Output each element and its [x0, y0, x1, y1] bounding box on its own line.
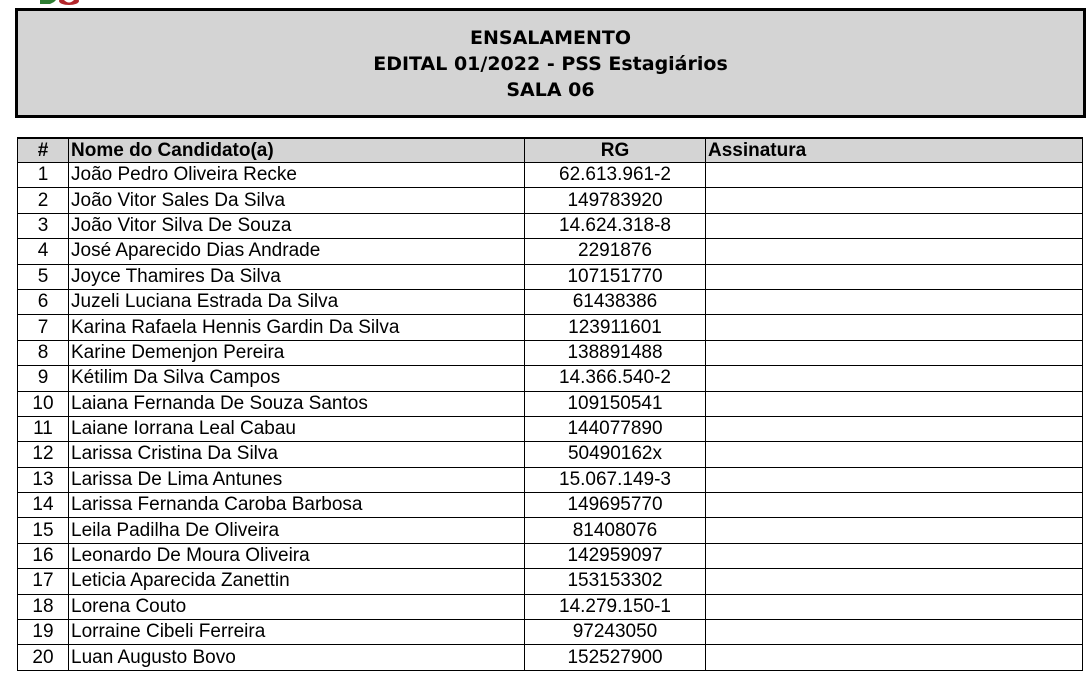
candidate-name: João Pedro Oliveira Recke: [69, 163, 525, 188]
signature-field[interactable]: [706, 264, 1083, 289]
candidate-rg: 153153302: [525, 569, 706, 594]
row-number: 5: [18, 264, 69, 289]
candidate-rg: 107151770: [525, 264, 706, 289]
table-row: [18, 518, 1083, 543]
table-header-row: [18, 138, 1083, 163]
candidate-name: Leonardo De Moura Oliveira: [69, 543, 525, 568]
table-row: [18, 594, 1083, 619]
candidate-rg: 149783920: [525, 188, 706, 213]
table-row: [18, 163, 1083, 188]
candidate-name: Larissa Cristina Da Silva: [69, 442, 525, 467]
row-number: 10: [18, 391, 69, 416]
signature-field[interactable]: [706, 416, 1083, 441]
candidate-name: Joyce Thamires Da Silva: [69, 264, 525, 289]
signature-field[interactable]: [706, 518, 1083, 543]
table-row: [18, 264, 1083, 289]
table-row: [18, 645, 1083, 670]
row-number: 19: [18, 620, 69, 645]
candidate-name: Kétilim Da Silva Campos: [69, 366, 525, 391]
candidate-name: Karine Demenjon Pereira: [69, 340, 525, 365]
row-number: 17: [18, 569, 69, 594]
candidate-rg: 50490162x: [525, 442, 706, 467]
signature-field[interactable]: [706, 391, 1083, 416]
candidate-rg: 14.624.318-8: [525, 213, 706, 238]
table-row: [18, 620, 1083, 645]
column-header-rg: RG: [525, 138, 706, 163]
candidate-name: João Vitor Silva De Souza: [69, 213, 525, 238]
candidate-rg: 15.067.149-3: [525, 467, 706, 492]
signature-field[interactable]: [706, 315, 1083, 340]
signature-field[interactable]: [706, 239, 1083, 264]
table-row: [18, 213, 1083, 238]
table-row: [18, 493, 1083, 518]
signature-field[interactable]: [706, 340, 1083, 365]
candidate-name: Laiana Fernanda De Souza Santos: [69, 391, 525, 416]
candidate-rg: 142959097: [525, 543, 706, 568]
signature-field[interactable]: [706, 594, 1083, 619]
row-number: 2: [18, 188, 69, 213]
table-row: [18, 239, 1083, 264]
column-header-number: #: [18, 138, 69, 163]
document-title: ENSALAMENTO: [470, 27, 631, 49]
table-row: [18, 315, 1083, 340]
table-row: [18, 289, 1083, 314]
table-row: [18, 442, 1083, 467]
row-number: 16: [18, 543, 69, 568]
table-row: [18, 188, 1083, 213]
row-number: 1: [18, 163, 69, 188]
candidate-name: Luan Augusto Bovo: [69, 645, 525, 670]
candidate-name: Lorena Couto: [69, 594, 525, 619]
signature-field[interactable]: [706, 645, 1083, 670]
row-number: 8: [18, 340, 69, 365]
candidate-rg: 144077890: [525, 416, 706, 441]
signature-field[interactable]: [706, 442, 1083, 467]
row-number: 12: [18, 442, 69, 467]
candidate-rg: 123911601: [525, 315, 706, 340]
table-row: [18, 543, 1083, 568]
signature-field[interactable]: [706, 366, 1083, 391]
table-row: [18, 467, 1083, 492]
row-number: 7: [18, 315, 69, 340]
crest-logo-icon: [40, 0, 84, 5]
row-number: 6: [18, 289, 69, 314]
row-number: 3: [18, 213, 69, 238]
signature-field[interactable]: [706, 213, 1083, 238]
candidate-name: Larissa Fernanda Caroba Barbosa: [69, 493, 525, 518]
signature-field[interactable]: [706, 493, 1083, 518]
title-box: [15, 8, 1086, 118]
signature-field[interactable]: [706, 467, 1083, 492]
row-number: 20: [18, 645, 69, 670]
table-row: [18, 340, 1083, 365]
row-number: 13: [18, 467, 69, 492]
table-row: [18, 416, 1083, 441]
candidate-rg: 14.279.150-1: [525, 594, 706, 619]
signature-field[interactable]: [706, 163, 1083, 188]
signature-field[interactable]: [706, 543, 1083, 568]
candidate-rg: 14.366.540-2: [525, 366, 706, 391]
candidate-name: Laiane Iorrana Leal Cabau: [69, 416, 525, 441]
candidate-name: José Aparecido Dias Andrade: [69, 239, 525, 264]
row-number: 11: [18, 416, 69, 441]
row-number: 9: [18, 366, 69, 391]
candidate-name: Karina Rafaela Hennis Gardin Da Silva: [69, 315, 525, 340]
candidate-rg: 149695770: [525, 493, 706, 518]
row-number: 15: [18, 518, 69, 543]
edital-subtitle: EDITAL 01/2022 - PSS Estagiários: [373, 53, 728, 75]
signature-field[interactable]: [706, 188, 1083, 213]
candidate-name: Larissa De Lima Antunes: [69, 467, 525, 492]
row-number: 14: [18, 493, 69, 518]
room-label: SALA 06: [506, 79, 595, 101]
row-number: 18: [18, 594, 69, 619]
candidate-rg: 61438386: [525, 289, 706, 314]
candidate-rg: 109150541: [525, 391, 706, 416]
candidate-rg: 138891488: [525, 340, 706, 365]
signature-field[interactable]: [706, 289, 1083, 314]
candidate-name: Lorraine Cibeli Ferreira: [69, 620, 525, 645]
candidate-name: Leila Padilha De Oliveira: [69, 518, 525, 543]
signature-field[interactable]: [706, 569, 1083, 594]
column-header-signature: Assinatura: [706, 138, 1083, 163]
row-number: 4: [18, 239, 69, 264]
column-header-name: Nome do Candidato(a): [69, 138, 525, 163]
candidate-rg: 152527900: [525, 645, 706, 670]
candidate-rg: 62.613.961-2: [525, 163, 706, 188]
signature-field[interactable]: [706, 620, 1083, 645]
candidate-name: Leticia Aparecida Zanettin: [69, 569, 525, 594]
candidate-name: João Vitor Sales Da Silva: [69, 188, 525, 213]
candidate-rg: 2291876: [525, 239, 706, 264]
candidate-rg: 97243050: [525, 620, 706, 645]
candidate-table: [17, 137, 1083, 671]
candidate-rg: 81408076: [525, 518, 706, 543]
candidate-name: Juzeli Luciana Estrada Da Silva: [69, 289, 525, 314]
table-row: [18, 569, 1083, 594]
table-row: [18, 391, 1083, 416]
table-row: [18, 366, 1083, 391]
